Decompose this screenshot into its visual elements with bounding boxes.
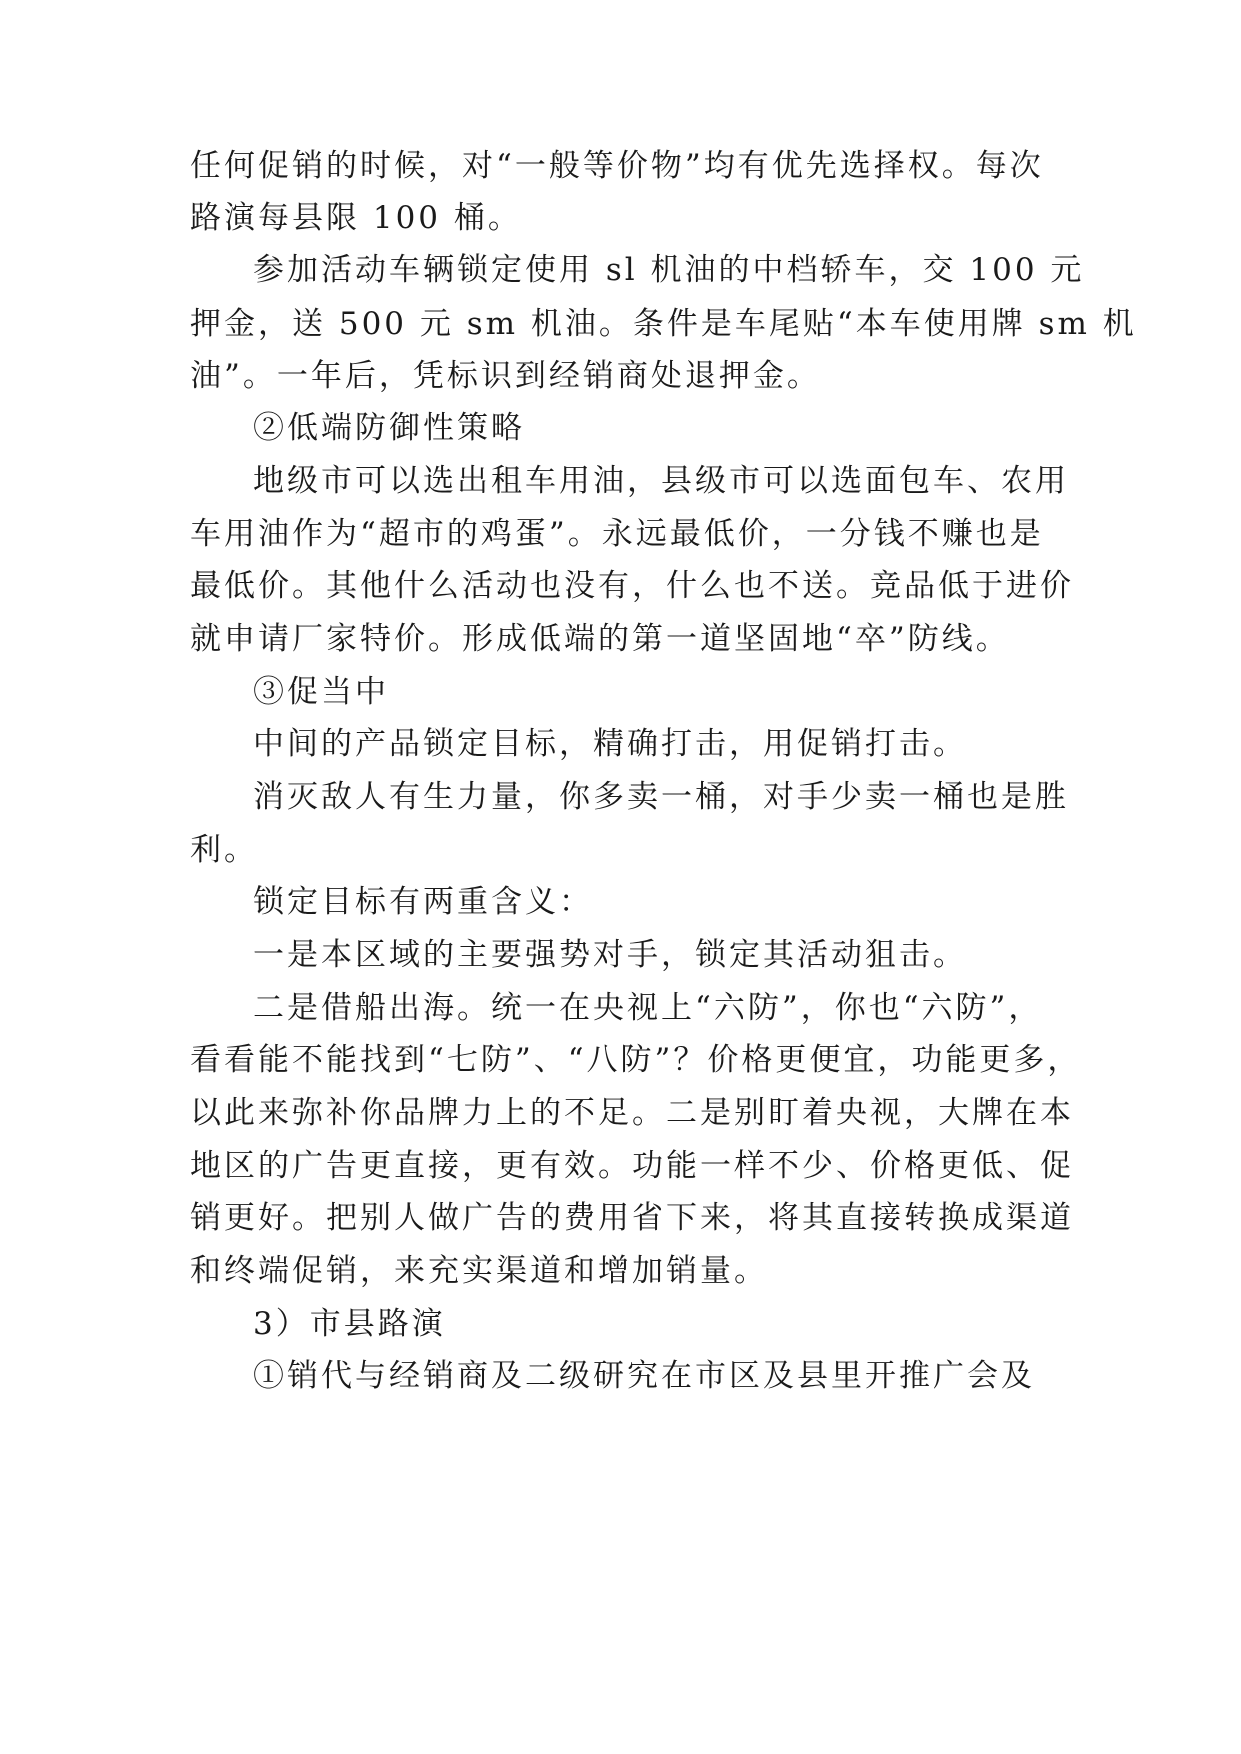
text-line: 看看能不能找到“七防”、“八防”？价格更便宜，功能更多， — [190, 1042, 1082, 1078]
section-heading: 3）市县路演 — [253, 1306, 446, 1342]
text-line: 最低价。其他什么活动也没有，什么也不送。竞品低于进价 — [190, 568, 1074, 604]
text-line: 和终端促销，来充实渠道和增加销量。 — [190, 1253, 768, 1289]
text-line: 押金，送 500 元 sm 机油。条件是车尾贴“本车使用牌 sm 机 — [190, 306, 1137, 342]
section-heading: ③促当中 — [253, 674, 389, 710]
paragraph-start: 一是本区域的主要强势对手，锁定其活动狙击。 — [253, 937, 967, 973]
paragraph-start: 参加活动车辆锁定使用 sl 机油的中档轿车，交 100 元 — [253, 252, 1085, 288]
text-line: 地区的广告更直接，更有效。功能一样不少、价格更低、促 — [190, 1148, 1074, 1184]
text-line: 利。 — [190, 832, 258, 868]
text-line: 就申请厂家特价。形成低端的第一道坚固地“卒”防线。 — [190, 621, 1010, 657]
text-line: 车用油作为“超市的鸡蛋”。永远最低价，一分钱不赚也是 — [190, 516, 1044, 552]
text-line: 销更好。把别人做广告的费用省下来，将其直接转换成渠道 — [190, 1200, 1074, 1236]
paragraph-start: 消灭敌人有生力量，你多卖一桶，对手少卖一桶也是胜 — [253, 779, 1069, 815]
text-line: 路演每县限 100 桶。 — [190, 200, 522, 236]
text-line: 任何促销的时候，对“一般等价物”均有优先选择权。每次 — [190, 148, 1044, 184]
paragraph-start: 锁定目标有两重含义： — [253, 884, 593, 920]
text-line: 以此来弥补你品牌力上的不足。二是别盯着央视，大牌在本 — [190, 1095, 1074, 1131]
paragraph-start: 中间的产品锁定目标，精确打击，用促销打击。 — [253, 726, 967, 762]
paragraph-start: 二是借船出海。统一在央视上“六防”，你也“六防”， — [253, 990, 1043, 1026]
section-heading: ②低端防御性策略 — [253, 410, 525, 446]
text-line: 油”。一年后，凭标识到经销商处退押金。 — [190, 358, 821, 394]
paragraph-start: 地级市可以选出租车用油，县级市可以选面包车、农用 — [253, 463, 1069, 499]
paragraph-start: ①销代与经销商及二级研究在市区及县里开推广会及 — [253, 1358, 1035, 1394]
